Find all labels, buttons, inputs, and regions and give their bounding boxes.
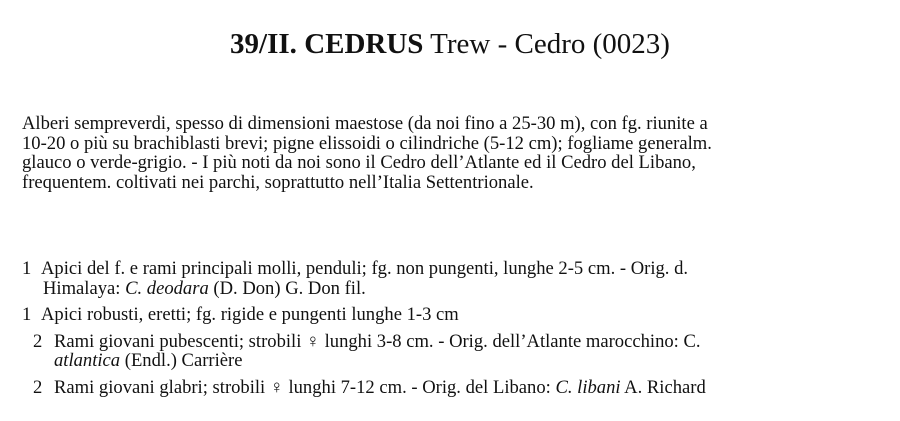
identification-key xyxy=(0,259,900,404)
key-entry xyxy=(0,378,900,398)
key-entry xyxy=(0,305,900,325)
species-author: (D. Don) G. Don fil. xyxy=(208,277,366,299)
species-name: C. libani xyxy=(555,376,621,398)
key-entry xyxy=(0,332,900,371)
key-entry-line xyxy=(54,351,900,371)
title-rest: Trew - Cedro (0023) xyxy=(430,28,670,60)
description-line: 10-20 o più su brachiblasti brevi; pigne elissoidi o cilindriche (5-12 cm); fogliame generalm. xyxy=(22,132,712,154)
key-entry-line xyxy=(54,378,900,398)
genus-description xyxy=(22,114,894,192)
key-entry xyxy=(0,259,900,298)
key-entry-line: Apici del f. e rami principali molli, penduli; fg. non pungenti, lunghe 2-5 cm. - Orig. d. xyxy=(41,258,689,279)
page-title xyxy=(0,26,900,62)
key-level-number: 1 xyxy=(22,304,32,325)
key-level-number: 1 xyxy=(22,258,32,279)
species-name: atlantica xyxy=(54,350,121,371)
title-number: 39/II. xyxy=(230,28,297,60)
key-level-number: 2 xyxy=(33,376,43,398)
title-genus: CEDRUS xyxy=(304,28,424,60)
key-entry-line: Apici robusti, eretti; fg. rigide e pungenti lunghe 1-3 cm xyxy=(41,304,459,325)
description-line: Alberi sempreverdi, spesso di dimensioni maestose (da noi fino a 25-30 m), con fg. riunite a xyxy=(22,113,708,134)
description-line: frequentem. coltivati nei parchi, soprattutto nell’Italia Settentrionale. xyxy=(22,171,534,193)
key-entry-text: Rami giovani glabri; strobili ♀ lunghi 7-12 cm. - Orig. del Libano: xyxy=(54,376,556,398)
species-name: C. deodara xyxy=(125,277,209,299)
description-line: glauco o verde-grigio. - I più noti da noi sono il Cedro dell’Atlante ed il Cedro del Libano, xyxy=(22,152,696,173)
species-author: A. Richard xyxy=(620,376,706,398)
key-entry-line: Rami giovani pubescenti; strobili ♀ lunghi 3-8 cm. - Orig. dell’Atlante marocchino: C. xyxy=(54,330,701,352)
species-author: (Endl.) Carrière xyxy=(120,350,243,371)
key-entry-text: Himalaya: xyxy=(43,277,126,299)
key-level-number: 2 xyxy=(33,330,43,352)
key-entry-line xyxy=(43,279,900,299)
